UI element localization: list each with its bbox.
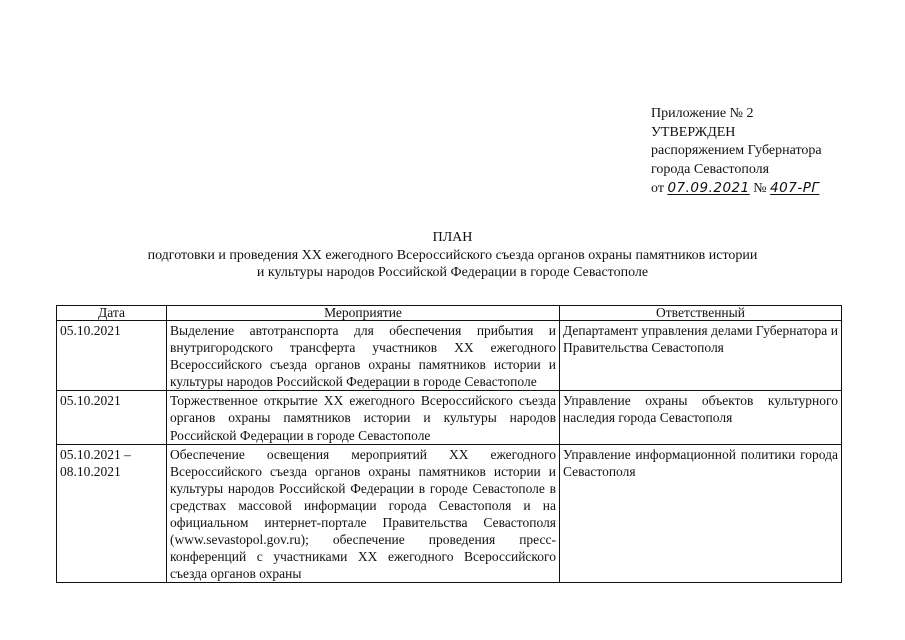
appendix-number: Приложение № 2 [651, 106, 754, 121]
table-header-row [57, 306, 842, 321]
header-date: Дата [57, 306, 167, 321]
approval-city: города Севастополя [651, 161, 770, 177]
header-event: Мероприятие [167, 306, 560, 321]
header-responsible: Ответственный [560, 306, 842, 321]
from-prefix: от [651, 181, 664, 196]
row-event: Обеспечение освещения мероприятий XX ежегодного Всероссийского съезда органов охраны памятников истории и культуры народов Российской Федерации в городе Севастополе в средствах массовой информации города Севастополя и на официальном интернет-портале Правительства Севастополя (www.sevastopol.gov.ru); обеспечение проведения пресс-конференций с участниками XX ежегодного Всероссийского съезда органов охраны [167, 444, 560, 583]
row-date [57, 444, 167, 583]
plan-table [56, 305, 842, 583]
approved-stamp: УТВЕРЖДЕН [651, 124, 736, 140]
number-sign: № [753, 181, 767, 196]
approval-date-line [651, 179, 822, 199]
approval-number: 407-РГ [770, 180, 820, 196]
row-date-end: 08.10.2021 [60, 463, 121, 479]
row-responsible: Управление информационной политики города Севастополя [560, 444, 842, 583]
approval-block [651, 105, 822, 199]
row-event: Выделение автотранспорта для обеспечения прибытия и внутригородского трансферта участников XX ежегодного Всероссийского съезда органов охраны памятников истории и культуры народов Российской Федерации в городе Севастополе [167, 321, 560, 391]
row-responsible: Департамент управления делами Губернатора и Правительства Севастополя [560, 321, 842, 391]
plan-subtitle-line2: и культуры народов Российской Федерации в городе Севастополе [256, 265, 649, 280]
row-date: 05.10.2021 [57, 391, 167, 444]
plan-subtitle-line1: подготовки и проведения XX ежегодного Всероссийского съезда органов охраны памятников истории [147, 247, 758, 263]
document-title [100, 229, 805, 282]
approval-date: 07.09.2021 [667, 180, 750, 196]
row-date-start: 05.10.2021 – [60, 446, 131, 462]
table-row [57, 391, 842, 444]
table-row [57, 444, 842, 583]
table-row [57, 321, 842, 391]
row-responsible: Управление охраны объектов культурного наследия города Севастополя [560, 391, 842, 444]
row-event: Торжественное открытие XX ежегодного Всероссийского съезда органов охраны памятников истории и культуры народов Российской Федерации в городе Севастополе [167, 391, 560, 444]
row-date: 05.10.2021 [57, 321, 167, 391]
plan-heading: ПЛАН [432, 230, 473, 245]
approval-by: распоряжением Губернатора [651, 143, 822, 158]
